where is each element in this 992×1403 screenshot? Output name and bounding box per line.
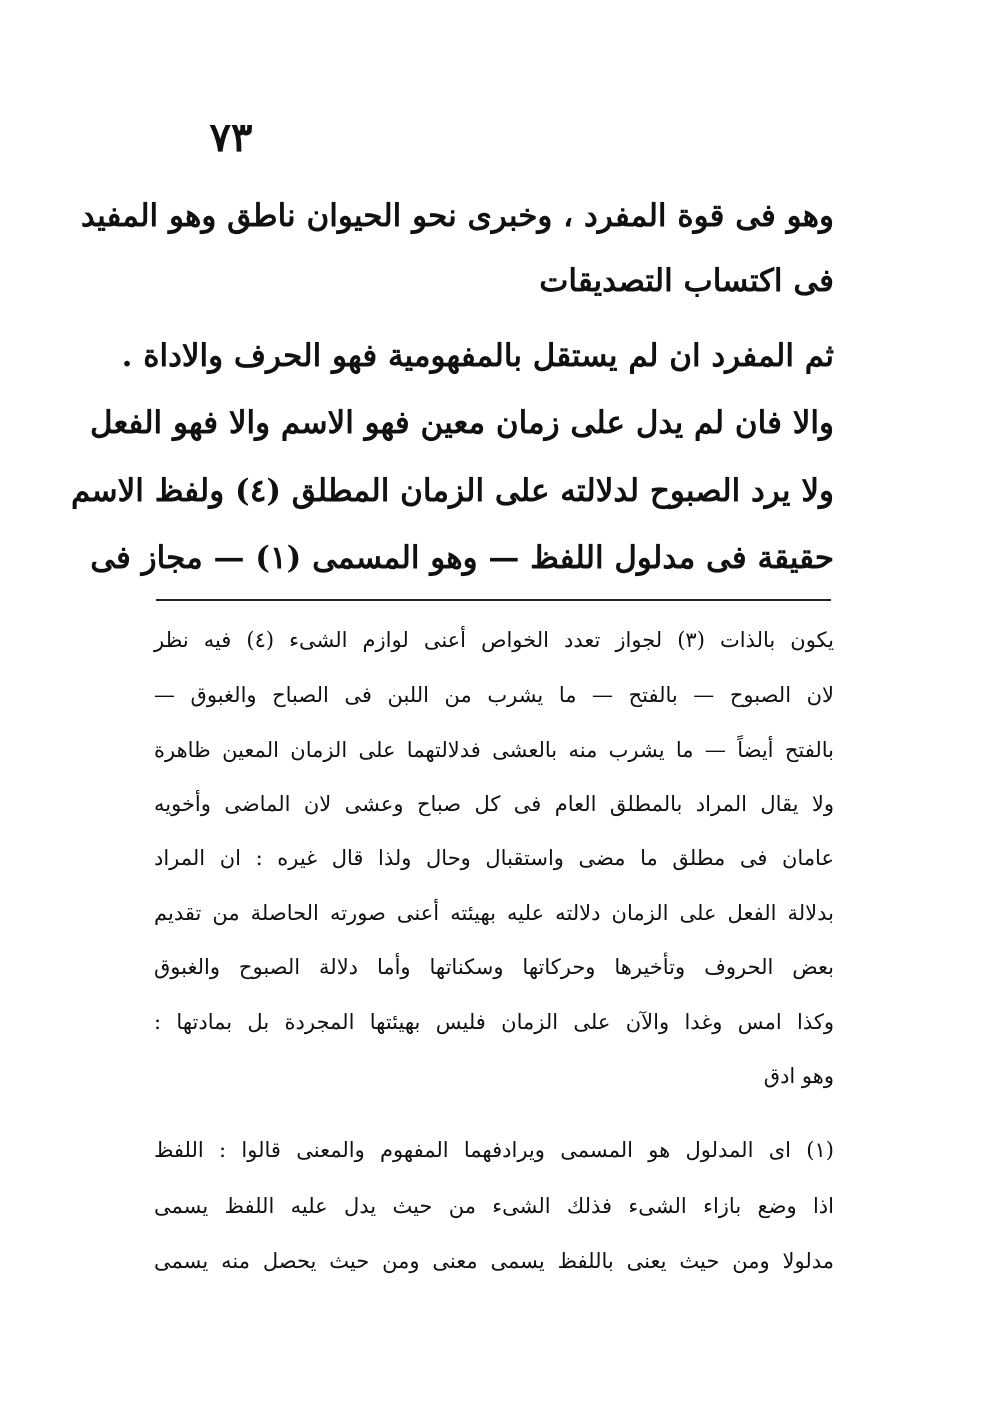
- main-text-line-6: حقيقة فى مدلول اللفظ — وهو المسمى (١) — مجاز فى: [90, 540, 834, 576]
- footnote-line-3: بالفتح أيضاً — ما يشرب منه بالعشى فدلالتهما على الزمان المعين ظاهرة: [154, 738, 834, 762]
- footnote-one-line-3: مدلولا ومن حيث يعنى باللفظ يسمى معنى ومن حيث يحصل منه يسمى: [154, 1249, 834, 1273]
- footnote-line-2: لان الصبوح — بالفتح — ما يشرب من اللبن فى الصباح والغبوق —: [154, 683, 834, 707]
- footnote-line-8: وكذا امس وغدا والآن على الزمان فليس بهيئتها المجردة بل بمادتها :: [154, 1010, 834, 1034]
- footnote-line-7: بعض الحروف وتأخيرها وحركاتها وسكناتها وأما دلالة الصبوح والغبوق: [154, 955, 834, 979]
- footnote-line-9: وهو ادق: [763, 1064, 834, 1088]
- footnote-one-line-2: اذا وضع بازاء الشىء فذلك الشىء من حيث يدل عليه اللفظ يسمى: [154, 1194, 834, 1218]
- main-text-line-3: ثم المفرد ان لم يستقل بالمفهومية فهو الحرف والاداة .: [121, 338, 834, 374]
- footnote-line-6: بدلالة الفعل على الزمان دلالته عليه بهيئته أعنى صورته الحاصلة من تقديم: [154, 901, 834, 925]
- main-text-line-2: فى اكتساب التصديقات: [539, 263, 834, 299]
- page-number: ٧٣: [209, 114, 253, 161]
- footnote-line-4: ولا يقال المراد بالمطلق العام فى كل صباح وعشى لان الماضى وأخويه: [154, 792, 834, 816]
- main-text-line-4: والا فان لم يدل على زمان معين فهو الاسم والا فهو الفعل: [90, 405, 834, 441]
- main-text-line-1: وهو فى قوة المفرد ، وخبرى نحو الحيوان ناطق وهو المفيد: [80, 198, 834, 234]
- footnote-one-line-1: (١) اى المدلول هو المسمى ويرادفهما المفهوم والمعنى قالوا : اللفظ: [154, 1138, 834, 1162]
- footnote-line-5: عامان فى مطلق ما مضى واستقبال وحال ولذا قال غيره : ان المراد: [154, 846, 834, 870]
- main-text-line-5: ولا يرد الصبوح لدلالته على الزمان المطلق (٤) ولفظ الاسم: [71, 473, 834, 509]
- footnote-separator: [156, 599, 831, 601]
- footnote-line-1: يكون بالذات (٣) لجواز تعدد الخواص أعنى لوازم الشىء (٤) فيه نظر: [154, 628, 834, 652]
